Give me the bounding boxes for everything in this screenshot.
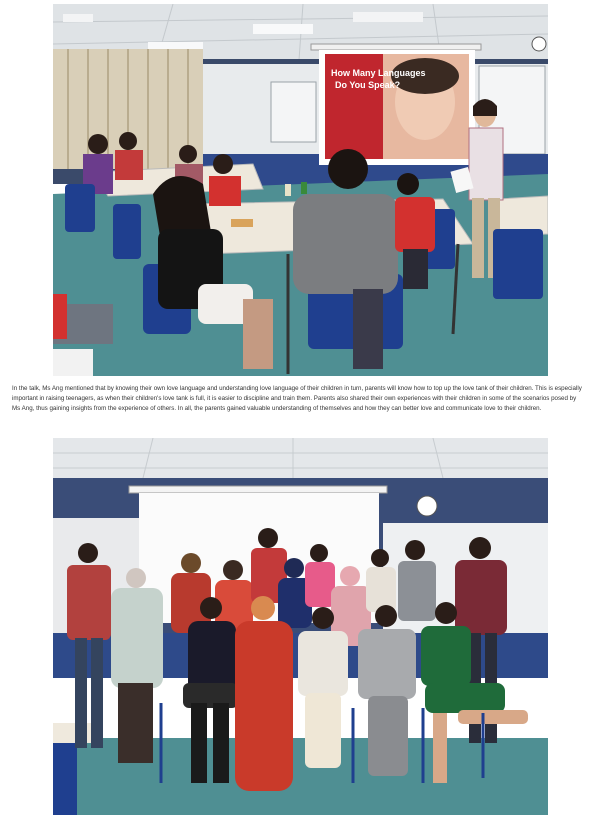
- slide-title-line-2: Do You Speak?: [335, 80, 401, 90]
- slide-title-line-1: How Many Languages: [331, 68, 426, 78]
- photo-group: [53, 438, 548, 815]
- article-paragraph: In the talk, Ms Ang mentioned that by knowing their own love language and understanding love language of their children in turn, parents will know how to top up the love tank of their children. This is especially important in raising teenagers, as when their children's love tank is full, it is easier to discipline and train them. Parents also shared their own experiences with their children in some of the scenarios posed by Ms Ang, thus gaining insights from the experience of others. In all, the parents gained valuable understanding of themselves and how they can better love and communicate love to their children.: [12, 385, 582, 413]
- photo-classroom-talk: [53, 4, 548, 376]
